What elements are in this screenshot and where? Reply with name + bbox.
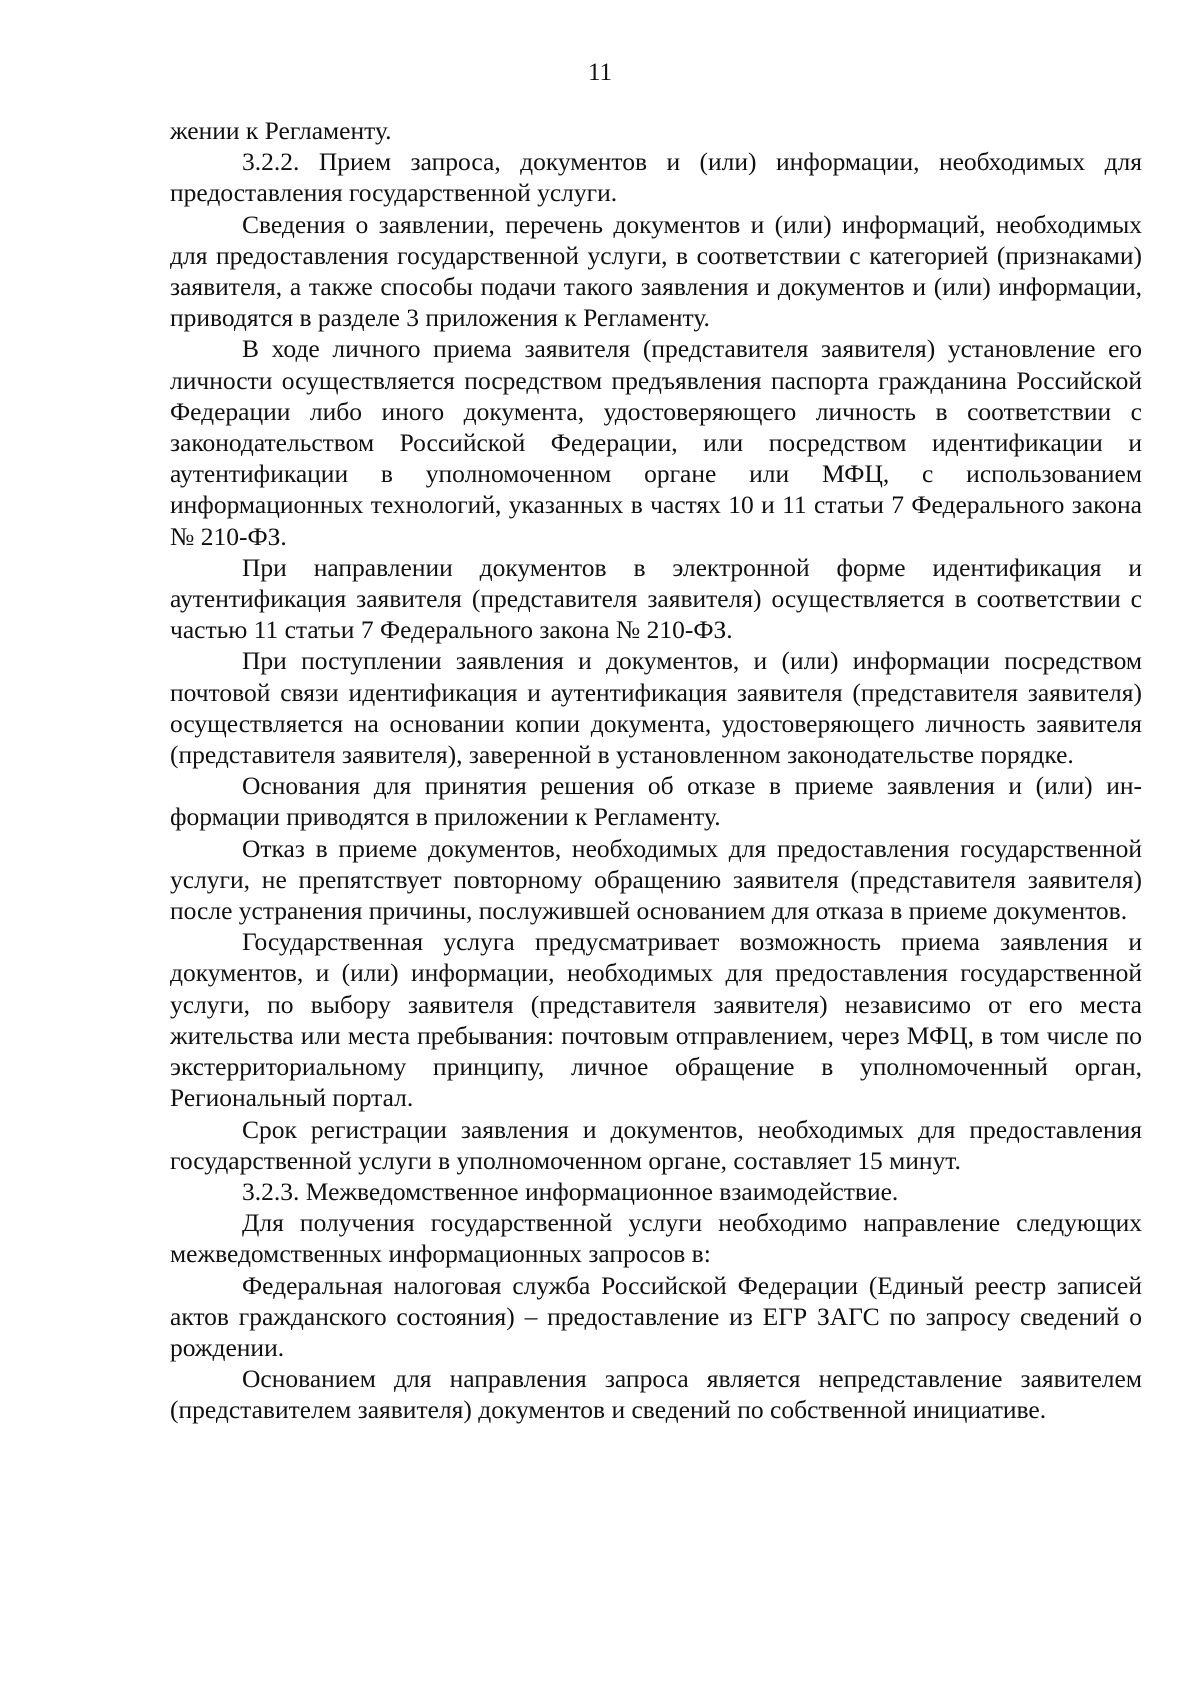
paragraph-application-info: Сведения о заявлении, перечень документов и (или) информаций, необходимых для предоставления государственной услуги, в соответствии с категорией (признаками) заявителя, а также способы подачи такого заявления и документов и (или) информации, приводятся в разделе 3 приложения к Регламенту. xyxy=(170,209,1142,333)
page-number: 11 xyxy=(587,59,613,86)
paragraph-request-grounds: Основанием для направления запроса является непредставление заявителем (представителем заявителя) документов и сведений по собственной инициативе. xyxy=(170,1364,1142,1425)
paragraph-personal-reception: В ходе личного приема заявителя (представителя заявителя) установление его личности осуществляется посредством предъявления паспорта гражданина Российской Федерации либо иного документа, удостоверяющего личность в соответствии с законодательством Российской Федерации, или посредством идентификации и аутентификации в уполномоченном органе или МФЦ, с использованием информационных технологий, указанных в частях 10 и 11 статьи 7 Федерального закона № 210-ФЗ. xyxy=(170,334,1142,551)
document-body xyxy=(170,115,1142,1426)
paragraph-submission-methods: Государственная услуга предусматривает возможность приема заявления и документов, и (или) информации, необходимых для предоставления государственной услуги, по выбору заявителя (представителя заявителя) независимо от его места жительства или места пребывания: почтовым отправлением, через МФЦ, в том числе по экстерриториальному принципу, личное обращение в уполномоченный орган, Региональный портал. xyxy=(170,927,1142,1113)
paragraph-tax-service: Федеральная налоговая служба Российской Федерации (Единый реестр записей актов гражданского состояния) – предоставление из ЕГР ЗАГС по запросу сведений о рождении. xyxy=(170,1270,1142,1362)
paragraph-interagency-requests: Для получения государственной услуги необходимо направление следующих межведомственных информационных запросов в: xyxy=(170,1208,1142,1269)
paragraph-postal-submission: При поступлении заявления и документов, и (или) информации посредством почтовой связи идентификация и аутентификация заявителя (представителя заявителя) осуществляется на основании копии документа, удостоверяющего личность заявителя (представителя заявителя), заверенной в установленном законодательстве порядке. xyxy=(170,646,1142,770)
paragraph-electronic-submission: При направлении документов в электронной форме идентификация и аутентификация заявителя (представителя заявителя) осуществляется в соответствии с частью 11 статьи 7 Федерального закона № 210-ФЗ. xyxy=(170,552,1142,645)
paragraph-refusal-reapply: Отказ в приеме документов, необходимых для предоставления государственной услуги, не препятствует повторному обращению заявителя (представителя заявителя) после устранения причины, послужившей основанием для отказа в приеме документов. xyxy=(170,833,1142,926)
paragraph-continuation: жении к Регламенту. xyxy=(170,116,392,145)
paragraph-section-3-2-2-heading: 3.2.2. Прием запроса, документов и (или) информации, необходимых для предоставления государственной услуги. xyxy=(170,147,1142,208)
paragraph-refusal-grounds: Основания для принятия решения об отказе в приеме заявления и (или) информации приводятся в приложении к Регламенту. xyxy=(170,771,1142,832)
paragraph-registration-term: Срок регистрации заявления и документов, необходимых для предоставления государственной услуги в уполномоченном органе, составляет 15 минут. xyxy=(170,1114,1142,1175)
paragraph-section-3-2-3-heading: 3.2.3. Межведомственное информационное взаимодействие. xyxy=(242,1176,899,1206)
